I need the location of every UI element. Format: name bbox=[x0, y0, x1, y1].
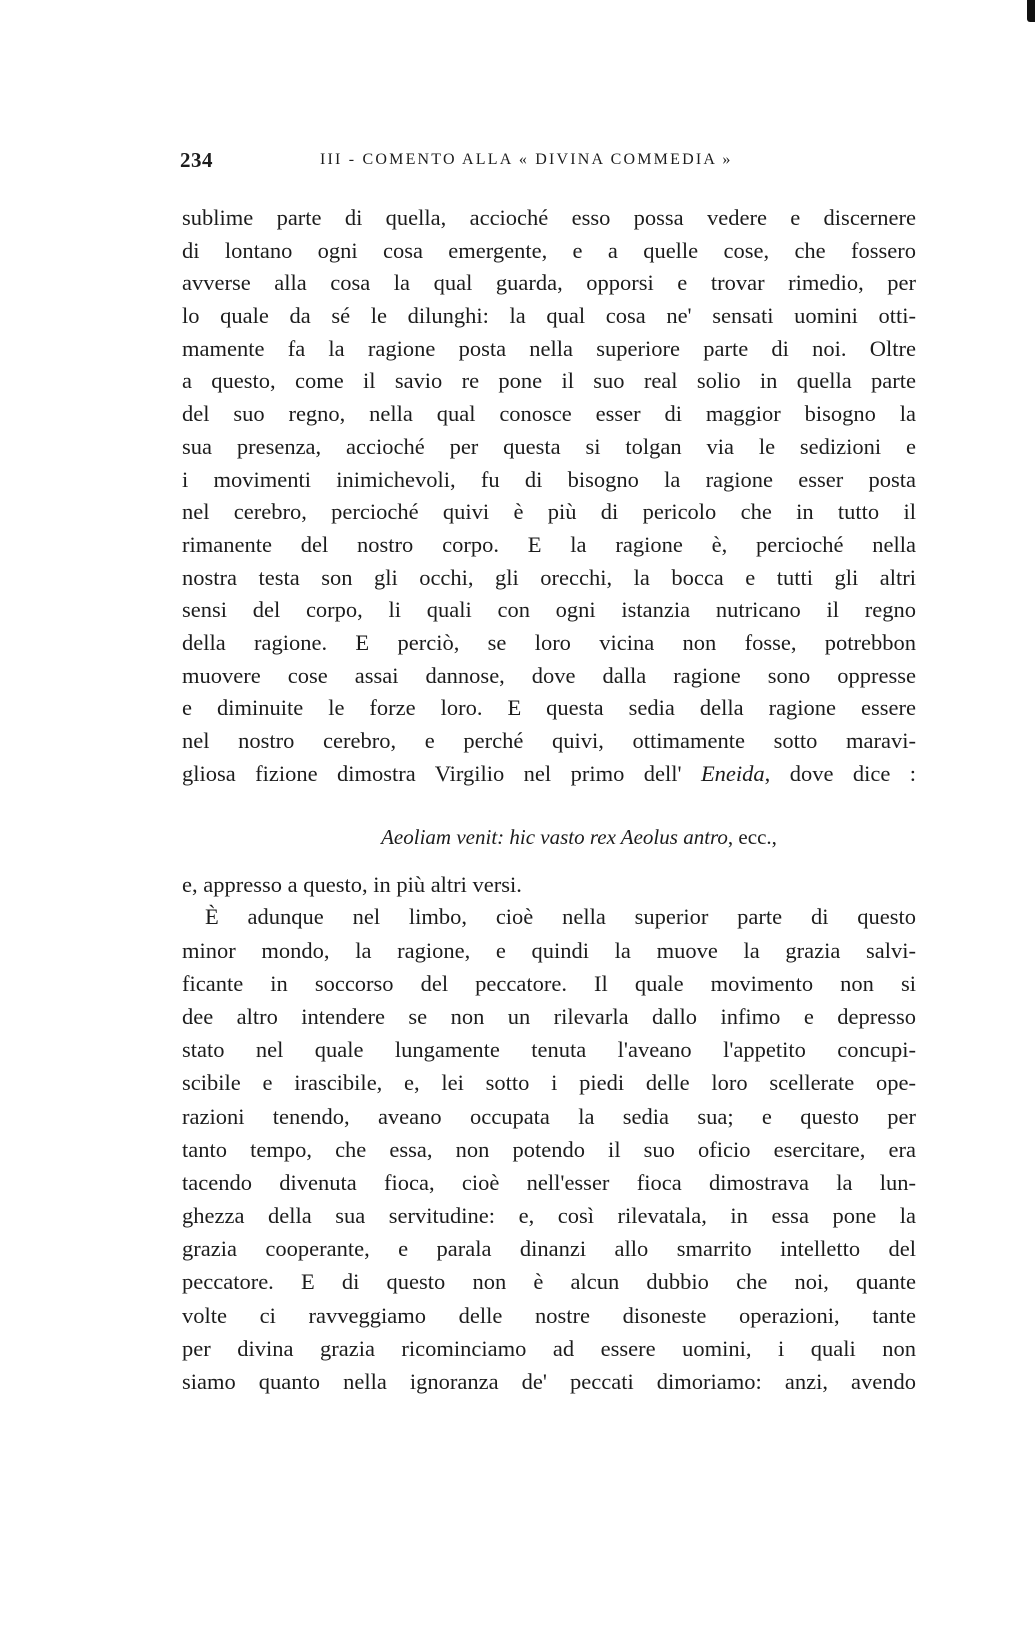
text-line: sublime parte di quella, accioché esso possa vedere e discernere bbox=[182, 205, 916, 230]
text-line: scibile e irascibile, e, lei sotto i piedi delle loro scellerate ope- bbox=[182, 1070, 916, 1096]
text-line-eneida bbox=[182, 758, 916, 791]
text-line: razioni tenendo, aveano occupata la sedia sua; e questo per bbox=[182, 1103, 916, 1129]
page-body bbox=[182, 202, 916, 1398]
page-header bbox=[180, 148, 920, 178]
text-line: siamo quanto nella ignoranza de' peccati dimoriamo: anzi, avendo bbox=[182, 1369, 916, 1394]
text-line: per divina grazia ricominciamo ad essere uomini, i quali non bbox=[182, 1335, 916, 1361]
text-line: È adunque nel limbo, cioè nella superior parte di questo bbox=[205, 904, 916, 930]
text-line: tacendo divenuta fioca, cioè nell'esser fioca dimostrava la lun- bbox=[182, 1169, 916, 1195]
scan-artifact bbox=[1027, 0, 1035, 22]
text-line: e diminuite le forze loro. E questa sedia della ragione essere bbox=[182, 695, 916, 721]
text-line: ficante in soccorso del peccatore. Il quale movimento non si bbox=[182, 970, 916, 996]
text-line: muovere cose assai dannose, dove dalla ragione sono oppresse bbox=[182, 662, 916, 688]
text-line: avverse alla cosa la qual guarda, opporsi e trovar rimedio, per bbox=[182, 270, 916, 296]
text-line: peccatore. E di questo non è alcun dubbio che noi, quante bbox=[182, 1269, 916, 1295]
text-line: rimanente del nostro corpo. E la ragione è, percioché nella bbox=[182, 531, 916, 557]
text-line: mamente fa la ragione posta nella superiore parte di noi. Oltre bbox=[182, 335, 916, 361]
text-line: di lontano ogni cosa emergente, e a quelle cose, che fossero bbox=[182, 237, 916, 263]
text-line: volte ci ravveggiamo delle nostre disoneste operazioni, tante bbox=[182, 1302, 916, 1328]
text-fragment: , dove dice : bbox=[764, 760, 916, 786]
text-line: nostra testa son gli occhi, gli orecchi, la bocca e tutti gli altri bbox=[182, 564, 916, 590]
text-line: nel nostro cerebro, e perché quivi, ottimamente sotto maravi- bbox=[182, 728, 916, 753]
text-line: a questo, come il savio re pone il suo real solio in quella parte bbox=[182, 368, 916, 394]
text-line: sua presenza, accioché per questa si tolgan via le sedizioni e bbox=[182, 433, 916, 459]
text-line: dee altro intendere se non un rilevarla dallo infimo e depresso bbox=[182, 1003, 916, 1029]
text-line: tanto tempo, che essa, non potendo il suo oficio esercitare, era bbox=[182, 1136, 916, 1162]
text-fragment: gliosa fizione dimostra Virgilio nel primo dell' bbox=[182, 760, 701, 786]
running-title: III - COMENTO ALLA « DIVINA COMMEDIA » bbox=[320, 151, 733, 168]
text-line: della ragione. E perciò, se loro vicina non fosse, potrebbon bbox=[182, 629, 916, 655]
text-line: minor mondo, la ragione, e quindi la muove la grazia salvi- bbox=[182, 937, 916, 963]
text-line: stato nel quale lungamente tenuta l'aveano l'appetito concupi- bbox=[182, 1037, 916, 1063]
quote-verse: Aeoliam venit: hic vasto rex Aeolus antro bbox=[381, 825, 728, 850]
page-number: 234 bbox=[180, 148, 213, 172]
work-title-eneida: Eneida bbox=[700, 760, 765, 786]
continuation-line: e, appresso a questo, in più altri versi. bbox=[182, 872, 522, 898]
text-line: i movimenti inimichevoli, fu di bisogno la ragione esser posta bbox=[182, 466, 916, 492]
text-line: sensi del corpo, li quali con ogni istanzia nutricano il regno bbox=[182, 597, 916, 623]
text-line: nel cerebro, percioché quivi è più di pericolo che in tutto il bbox=[182, 499, 916, 525]
text-line: del suo regno, nella qual conosce esser di maggior bisogno la bbox=[182, 401, 916, 427]
paragraph-2 bbox=[182, 900, 916, 1398]
text-line: grazia cooperante, e parala dinanzi allo smarrito intelletto del bbox=[182, 1236, 916, 1262]
quote-suffix: , ecc., bbox=[727, 825, 777, 850]
text-line: ghezza della sua servitudine: e, così rilevatala, in essa pone la bbox=[182, 1203, 916, 1229]
paragraph-1 bbox=[182, 202, 916, 790]
text-line: lo quale da sé le dilunghi: la qual cosa ne' sensati uomini otti- bbox=[182, 303, 916, 329]
